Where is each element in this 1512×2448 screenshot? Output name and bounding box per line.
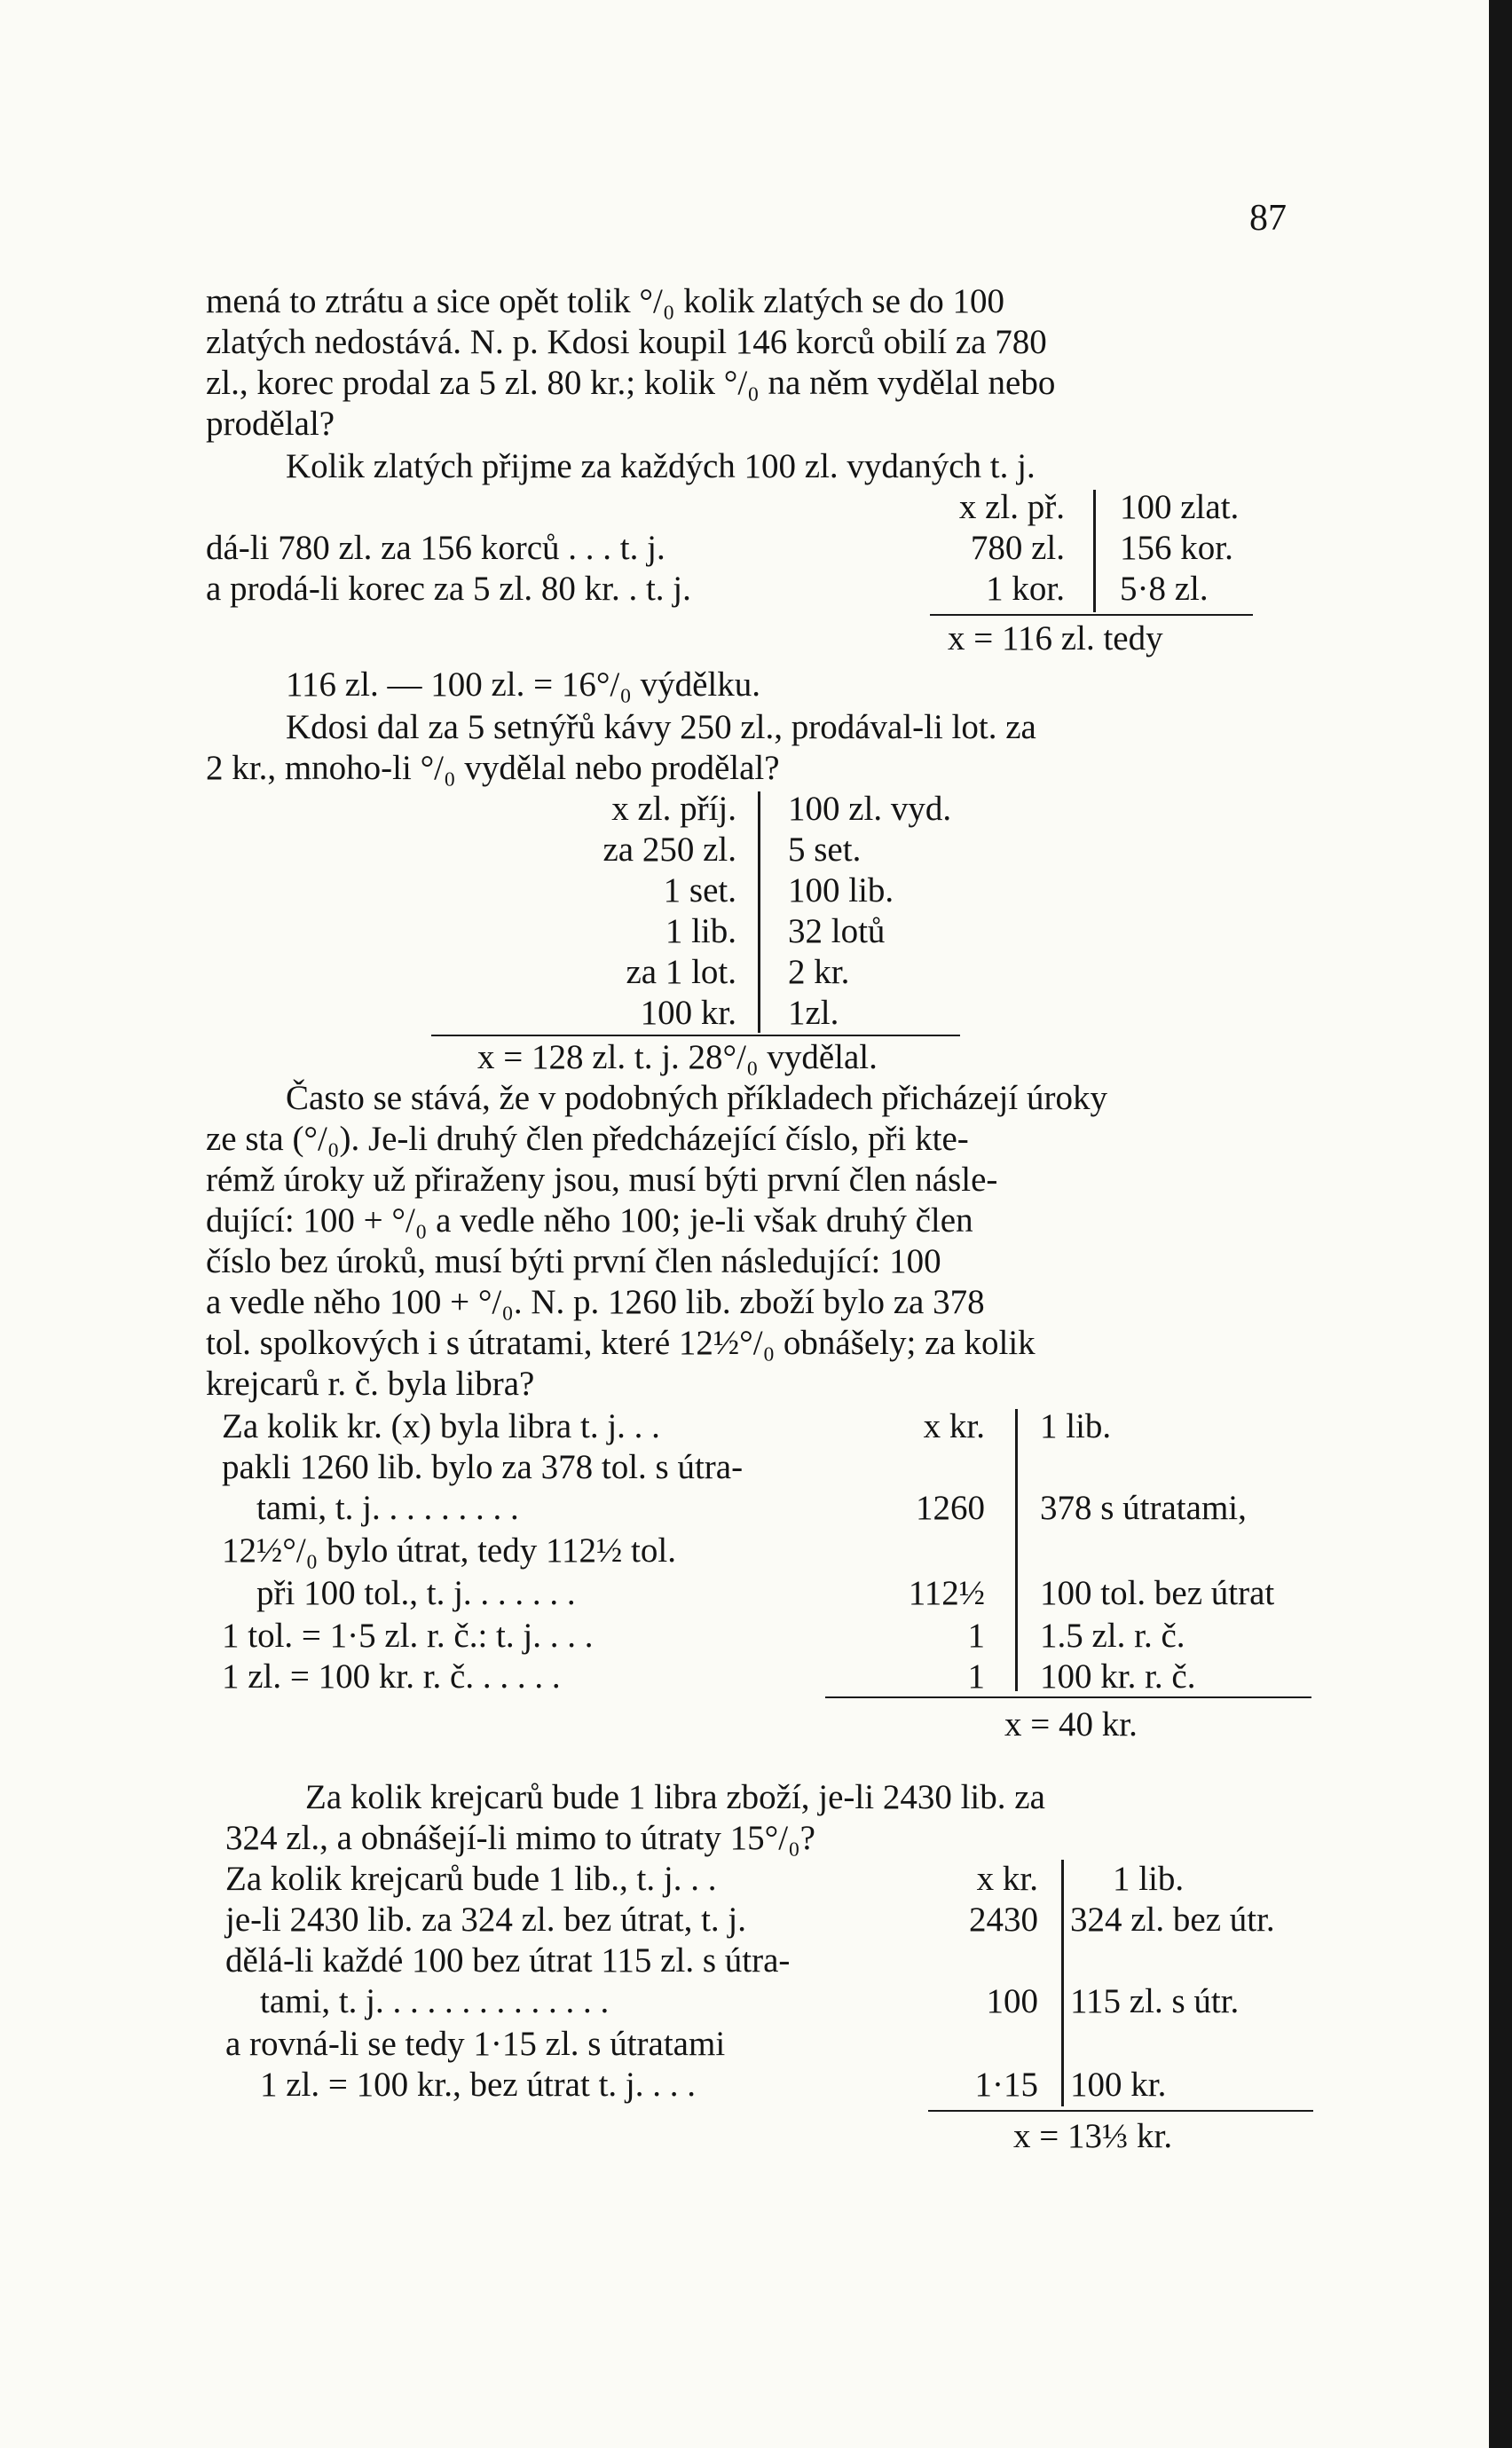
column-divider — [1093, 490, 1096, 612]
paragraph-line: mená to ztrátu a sice opět tolik °/₀ kolik zlatých se do 100 — [206, 282, 1004, 320]
calc-mid-cell: 1 — [967, 1657, 985, 1696]
proportion-left-cell: za 250 zl. — [602, 830, 736, 869]
ratio-left-cell: a prodá-li korec za 5 zl. 80 kr. . t. j. — [206, 570, 691, 608]
ratio-mid-cell: 1 kor. — [986, 570, 1065, 608]
calc-left-cell: 1 tol. = 1·5 zl. r. č.: t. j. . . . — [222, 1617, 594, 1655]
paragraph-line: prodělal? — [206, 405, 335, 443]
calc-left-cell: Za kolik krejcarů bude 1 lib., t. j. . . — [225, 1860, 717, 1898]
calc-right-cell: 100 kr. — [1070, 2066, 1167, 2104]
column-divider — [758, 791, 760, 1033]
proportion-right-cell: 100 lib. — [788, 871, 894, 909]
example-conclusion: 116 zl. — 100 zl. = 16°/₀ výdělku. — [286, 665, 761, 704]
column-divider — [1015, 1409, 1018, 1691]
ratio-left-cell: dá-li 780 zl. za 156 korců . . . t. j. — [206, 529, 665, 567]
proportion-left-cell: 1 lib. — [665, 912, 736, 950]
example-intro: Za kolik krejcarů bude 1 libra zboží, je-li 2430 lib. za — [305, 1778, 1045, 1816]
example-intro: Kdosi dal za 5 setnýřů kávy 250 zl., prodával-li lot. za — [286, 708, 1036, 746]
calc-mid-cell: 1260 — [916, 1489, 985, 1527]
paragraph-line: číslo bez úroků, musí býti první člen následující: 100 — [206, 1242, 941, 1280]
example-intro: 2 kr., mnoho-li °/₀ vydělal nebo prodělal? — [206, 749, 780, 787]
scan-dark-edge — [1489, 0, 1512, 2448]
calc-mid-cell: 100 — [986, 1982, 1038, 2020]
calc-right-cell: 1 lib. — [1113, 1860, 1185, 1898]
calc-mid-cell: 2430 — [969, 1901, 1038, 1939]
calc-left-cell: Za kolik kr. (x) byla libra t. j. . . — [222, 1407, 660, 1445]
proportion-right-cell: 5 set. — [788, 830, 862, 869]
calc-left-cell: pakli 1260 lib. bylo za 378 tol. s útra- — [222, 1448, 744, 1486]
calc-left-cell: tami, t. j. . . . . . . . . — [222, 1489, 519, 1527]
ratio-right-cell: 100 zlat. — [1120, 488, 1240, 526]
calc-right-cell: 100 tol. bez útrat — [1040, 1574, 1275, 1612]
calc-mid-cell: x kr. — [923, 1407, 985, 1445]
ratio-mid-cell: x zl. př. — [958, 488, 1065, 526]
calc-left-cell: 12½°/₀ bylo útrat, tedy 112½ tol. — [222, 1531, 676, 1570]
calc-left-cell: při 100 tol., t. j. . . . . . . — [222, 1574, 576, 1612]
example-result: x = 13⅓ kr. — [1013, 2117, 1173, 2155]
example-intro: Kolik zlatých přijme za každých 100 zl. vydaných t. j. — [286, 447, 1036, 485]
column-divider — [1061, 1860, 1064, 2106]
calc-right-cell: 378 s útratami, — [1040, 1489, 1247, 1527]
calc-right-cell: 115 zl. s útr. — [1070, 1982, 1240, 2020]
calc-right-cell: 100 kr. r. č. — [1040, 1657, 1196, 1696]
calc-mid-cell: 1·15 — [974, 2066, 1038, 2104]
ratio-right-cell: 5·8 zl. — [1120, 570, 1209, 608]
example-result: x = 128 zl. t. j. 28°/₀ vydělal. — [477, 1038, 878, 1076]
calc-left-cell: 1 zl. = 100 kr. r. č. . . . . . — [222, 1657, 561, 1696]
paragraph-line: ze sta (°/₀). Je-li druhý člen předcházející číslo, při kte- — [206, 1120, 969, 1158]
calc-left-cell: tami, t. j. . . . . . . . . . . . . . — [225, 1982, 610, 2020]
paragraph-line: dující: 100 + °/₀ a vedle něho 100; je-li však druhý člen — [206, 1201, 973, 1240]
proportion-right-cell: 1zl. — [788, 994, 839, 1032]
calc-left-cell: a rovná-li se tedy 1·15 zl. s útratami — [225, 2025, 726, 2063]
calc-left-cell: je-li 2430 lib. za 324 zl. bez útrat, t. j. — [225, 1901, 746, 1939]
page-number: 87 — [1249, 198, 1287, 239]
calc-mid-cell: x kr. — [976, 1860, 1038, 1898]
calc-right-cell: 1.5 zl. r. č. — [1040, 1617, 1185, 1655]
calc-right-cell: 324 zl. bez útr. — [1070, 1901, 1275, 1939]
paragraph-line: krejcarů r. č. byla libra? — [206, 1365, 535, 1403]
paragraph-line: zl., korec prodal za 5 zl. 80 kr.; kolik °/₀ na něm vydělal nebo — [206, 364, 1056, 402]
example-result: x = 40 kr. — [1004, 1705, 1138, 1744]
result-rule — [930, 614, 1253, 616]
proportion-right-cell: 32 lotů — [788, 912, 886, 950]
proportion-left-cell: za 1 lot. — [626, 953, 736, 991]
example-result: x = 116 zl. tedy — [948, 619, 1163, 657]
paragraph-line: Často se stává, že v podobných příkladech přicházejí úroky — [286, 1079, 1107, 1117]
calc-right-cell: 1 lib. — [1040, 1407, 1112, 1445]
calc-left-cell: dělá-li každé 100 bez útrat 115 zl. s útra- — [225, 1941, 791, 1980]
paragraph-line: zlatých nedostává. N. p. Kdosi koupil 146 korců obilí za 780 — [206, 323, 1047, 361]
calc-mid-cell: 1 — [967, 1617, 985, 1655]
paragraph-line: tol. spolkových i s útratami, které 12½°/₀ obnášely; za kolik — [206, 1324, 1036, 1362]
paragraph-line: rémž úroky už přiraženy jsou, musí býti první člen násle- — [206, 1161, 998, 1199]
result-rule — [928, 2110, 1313, 2112]
calc-left-cell: 1 zl. = 100 kr., bez útrat t. j. . . . — [225, 2066, 696, 2104]
paragraph-line: a vedle něho 100 + °/₀. N. p. 1260 lib. zboží bylo za 378 — [206, 1283, 985, 1321]
ratio-right-cell: 156 kor. — [1120, 529, 1233, 567]
proportion-right-cell: 100 zl. vyd. — [788, 790, 952, 828]
proportion-left-cell: x zl. příj. — [611, 790, 736, 828]
proportion-right-cell: 2 kr. — [788, 953, 850, 991]
example-intro: 324 zl., a obnášejí-li mimo to útraty 15°/₀? — [225, 1819, 815, 1857]
result-rule — [825, 1696, 1311, 1698]
proportion-left-cell: 100 kr. — [640, 994, 736, 1032]
calc-mid-cell: 112½ — [908, 1574, 985, 1612]
proportion-left-cell: 1 set. — [663, 871, 736, 909]
ratio-mid-cell: 780 zl. — [970, 529, 1065, 567]
